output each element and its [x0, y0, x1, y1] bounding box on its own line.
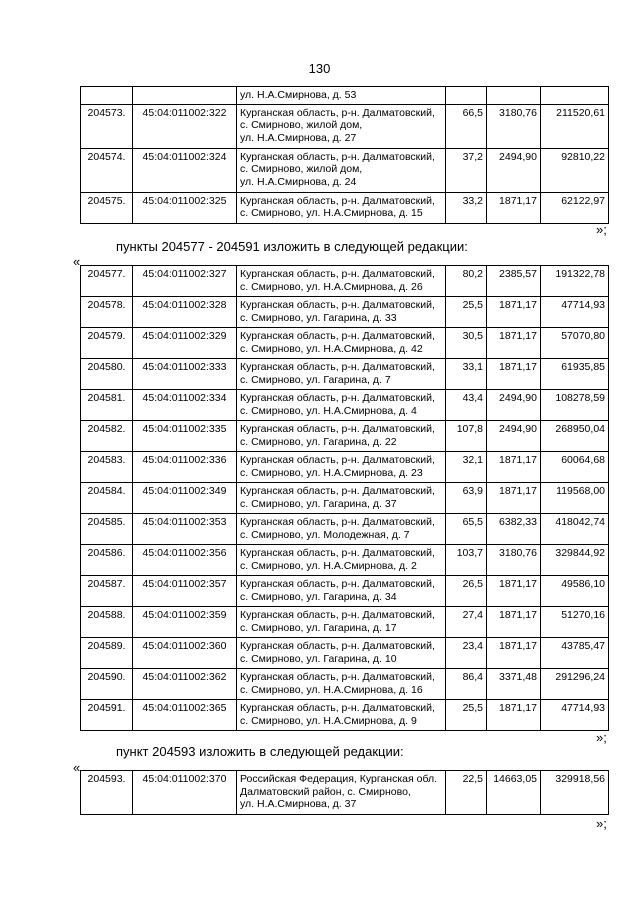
row-number: 204574. — [81, 148, 133, 192]
amendment-paragraph: пункт 204593 изложить в следующей редакции: — [116, 744, 404, 759]
cadastral-value: 61935,85 — [541, 359, 609, 390]
cadastral-value: 191322,78 — [541, 266, 609, 297]
cadastral-number: 45:04:011002:336 — [133, 452, 237, 483]
row-number: 204584. — [81, 483, 133, 514]
cadastral-number: 45:04:011002:325 — [133, 192, 237, 223]
rate: 3180,76 — [487, 545, 541, 576]
table-row — [81, 192, 609, 223]
area: 25,5 — [446, 297, 487, 328]
area — [446, 87, 487, 105]
rate: 3371,48 — [487, 669, 541, 700]
rate: 1871,17 — [487, 359, 541, 390]
cadastral-value: 119568,00 — [541, 483, 609, 514]
area: 43,4 — [446, 390, 487, 421]
area: 66,5 — [446, 104, 487, 148]
row-number: 204590. — [81, 669, 133, 700]
rate — [487, 87, 541, 105]
cadastral-number: 45:04:011002:328 — [133, 297, 237, 328]
area: 23,4 — [446, 638, 487, 669]
rate: 3180,76 — [487, 104, 541, 148]
page-number: 130 — [308, 61, 331, 76]
cadastral-number: 45:04:011002:360 — [133, 638, 237, 669]
closing-quote: »; — [596, 222, 607, 237]
cadastral-value: 57070,80 — [541, 328, 609, 359]
rate: 14663,05 — [487, 771, 541, 815]
rate: 2494,90 — [487, 421, 541, 452]
address: Курганская область, р-н. Далматовский, с. Смирново, ул. Н.А.Смирнова, д. 42 — [237, 328, 446, 359]
rate: 1871,17 — [487, 700, 541, 731]
row-number: 204578. — [81, 297, 133, 328]
cadastral-number: 45:04:011002:349 — [133, 483, 237, 514]
table-amended-204593 — [80, 770, 609, 815]
row-number: 204580. — [81, 359, 133, 390]
row-number: 204589. — [81, 638, 133, 669]
cadastral-value: 211520,61 — [541, 104, 609, 148]
table-continuation — [80, 86, 609, 224]
area: 26,5 — [446, 576, 487, 607]
rate: 1871,17 — [487, 607, 541, 638]
table-row — [81, 483, 609, 514]
address: Курганская область, р-н. Далматовский, с. Смирново, ул. Гагарина, д. 37 — [237, 483, 446, 514]
row-number: 204577. — [81, 266, 133, 297]
address: Курганская область, р-н. Далматовский, с. Смирново, ул. Гагарина, д. 7 — [237, 359, 446, 390]
rate: 1871,17 — [487, 192, 541, 223]
cadastral-value: 418042,74 — [541, 514, 609, 545]
row-number — [81, 87, 133, 105]
table-row — [81, 771, 609, 815]
row-number: 204579. — [81, 328, 133, 359]
address: Курганская область, р-н. Далматовский, с. Смирново, жилой дом, ул. Н.А.Смирнова, д. 24 — [237, 148, 446, 192]
address: Курганская область, р-н. Далматовский, с. Смирново, ул. Гагарина, д. 10 — [237, 638, 446, 669]
rate: 1871,17 — [487, 452, 541, 483]
rate: 1871,17 — [487, 638, 541, 669]
cadastral-number: 45:04:011002:359 — [133, 607, 237, 638]
rate: 2494,90 — [487, 390, 541, 421]
table-row — [81, 669, 609, 700]
table-row — [81, 87, 609, 105]
area: 33,2 — [446, 192, 487, 223]
rate: 1871,17 — [487, 576, 541, 607]
area: 103,7 — [446, 545, 487, 576]
cadastral-value: 108278,59 — [541, 390, 609, 421]
row-number: 204591. — [81, 700, 133, 731]
area: 22,5 — [446, 771, 487, 815]
table-row — [81, 638, 609, 669]
row-number: 204588. — [81, 607, 133, 638]
address: ул. Н.А.Смирнова, д. 53 — [237, 87, 446, 105]
table-row — [81, 452, 609, 483]
cadastral-number: 45:04:011002:324 — [133, 148, 237, 192]
area: 86,4 — [446, 669, 487, 700]
area: 30,5 — [446, 328, 487, 359]
cadastral-number — [133, 87, 237, 105]
row-number: 204586. — [81, 545, 133, 576]
cadastral-value: 92810,22 — [541, 148, 609, 192]
cadastral-number: 45:04:011002:353 — [133, 514, 237, 545]
cadastral-value: 47714,93 — [541, 297, 609, 328]
address: Курганская область, р-н. Далматовский, с. Смирново, ул. Гагарина, д. 33 — [237, 297, 446, 328]
address: Курганская область, р-н. Далматовский, с. Смирново, ул. Н.А.Смирнова, д. 16 — [237, 669, 446, 700]
cadastral-value: 43785,47 — [541, 638, 609, 669]
cadastral-number: 45:04:011002:335 — [133, 421, 237, 452]
address: Курганская область, р-н. Далматовский, с. Смирново, ул. Н.А.Смирнова, д. 2 — [237, 545, 446, 576]
row-number: 204583. — [81, 452, 133, 483]
cadastral-value: 268950,04 — [541, 421, 609, 452]
table-row — [81, 576, 609, 607]
area: 25,5 — [446, 700, 487, 731]
cadastral-value: 49586,10 — [541, 576, 609, 607]
area: 63,9 — [446, 483, 487, 514]
row-number: 204573. — [81, 104, 133, 148]
address: Курганская область, р-н. Далматовский, с. Смирново, ул. Н.А.Смирнова, д. 23 — [237, 452, 446, 483]
cadastral-number: 45:04:011002:333 — [133, 359, 237, 390]
row-number: 204593. — [81, 771, 133, 815]
cadastral-value — [541, 87, 609, 105]
table-row — [81, 421, 609, 452]
opening-quote: « — [73, 254, 81, 269]
address: Курганская область, р-н. Далматовский, с. Смирново, ул. Молодежная, д. 7 — [237, 514, 446, 545]
table-row — [81, 545, 609, 576]
row-number: 204585. — [81, 514, 133, 545]
table-row — [81, 148, 609, 192]
row-number: 204575. — [81, 192, 133, 223]
cadastral-number: 45:04:011002:370 — [133, 771, 237, 815]
cadastral-number: 45:04:011002:365 — [133, 700, 237, 731]
rate: 1871,17 — [487, 297, 541, 328]
cadastral-number: 45:04:011002:357 — [133, 576, 237, 607]
table-row — [81, 104, 609, 148]
area: 27,4 — [446, 607, 487, 638]
address: Курганская область, р-н. Далматовский, с. Смирново, жилой дом, ул. Н.А.Смирнова, д. 27 — [237, 104, 446, 148]
area: 33,1 — [446, 359, 487, 390]
row-number: 204581. — [81, 390, 133, 421]
row-number: 204587. — [81, 576, 133, 607]
table-row — [81, 297, 609, 328]
cadastral-number: 45:04:011002:362 — [133, 669, 237, 700]
cadastral-number: 45:04:011002:334 — [133, 390, 237, 421]
address: Российская Федерация, Курганская обл. Далматовский район, с. Смирново, ул. Н.А.Смирнова, д. 37 — [237, 771, 446, 815]
cadastral-value: 291296,24 — [541, 669, 609, 700]
amendment-paragraph: пункты 204577 - 204591 изложить в следующей редакции: — [116, 239, 468, 254]
rate: 6382,33 — [487, 514, 541, 545]
area: 32,1 — [446, 452, 487, 483]
cadastral-value: 51270,16 — [541, 607, 609, 638]
cadastral-value: 47714,93 — [541, 700, 609, 731]
cadastral-value: 329918,56 — [541, 771, 609, 815]
address: Курганская область, р-н. Далматовский, с. Смирново, ул. Гагарина, д. 34 — [237, 576, 446, 607]
cadastral-number: 45:04:011002:356 — [133, 545, 237, 576]
address: Курганская область, р-н. Далматовский, с. Смирново, ул. Гагарина, д. 17 — [237, 607, 446, 638]
area: 37,2 — [446, 148, 487, 192]
table-row — [81, 390, 609, 421]
address: Курганская область, р-н. Далматовский, с. Смирново, ул. Н.А.Смирнова, д. 26 — [237, 266, 446, 297]
address: Курганская область, р-н. Далматовский, с. Смирново, ул. Гагарина, д. 22 — [237, 421, 446, 452]
area: 80,2 — [446, 266, 487, 297]
closing-quote: »; — [596, 816, 607, 831]
opening-quote: « — [73, 760, 81, 775]
cadastral-value: 62122,97 — [541, 192, 609, 223]
address: Курганская область, р-н. Далматовский, с. Смирново, ул. Н.А.Смирнова, д. 15 — [237, 192, 446, 223]
rate: 1871,17 — [487, 483, 541, 514]
area: 107,8 — [446, 421, 487, 452]
table-row — [81, 700, 609, 731]
table-row — [81, 328, 609, 359]
cadastral-value: 60064,68 — [541, 452, 609, 483]
address: Курганская область, р-н. Далматовский, с. Смирново, ул. Н.А.Смирнова, д. 4 — [237, 390, 446, 421]
rate: 1871,17 — [487, 328, 541, 359]
closing-quote: »; — [596, 730, 607, 745]
row-number: 204582. — [81, 421, 133, 452]
table-row — [81, 514, 609, 545]
table-row — [81, 359, 609, 390]
area: 65,5 — [446, 514, 487, 545]
cadastral-value: 329844,92 — [541, 545, 609, 576]
table-row — [81, 266, 609, 297]
cadastral-number: 45:04:011002:329 — [133, 328, 237, 359]
address: Курганская область, р-н. Далматовский, с. Смирново, ул. Н.А.Смирнова, д. 9 — [237, 700, 446, 731]
rate: 2494,90 — [487, 148, 541, 192]
table-row — [81, 607, 609, 638]
cadastral-number: 45:04:011002:322 — [133, 104, 237, 148]
table-amended-204577-204591 — [80, 265, 609, 731]
rate: 2385,57 — [487, 266, 541, 297]
cadastral-number: 45:04:011002:327 — [133, 266, 237, 297]
